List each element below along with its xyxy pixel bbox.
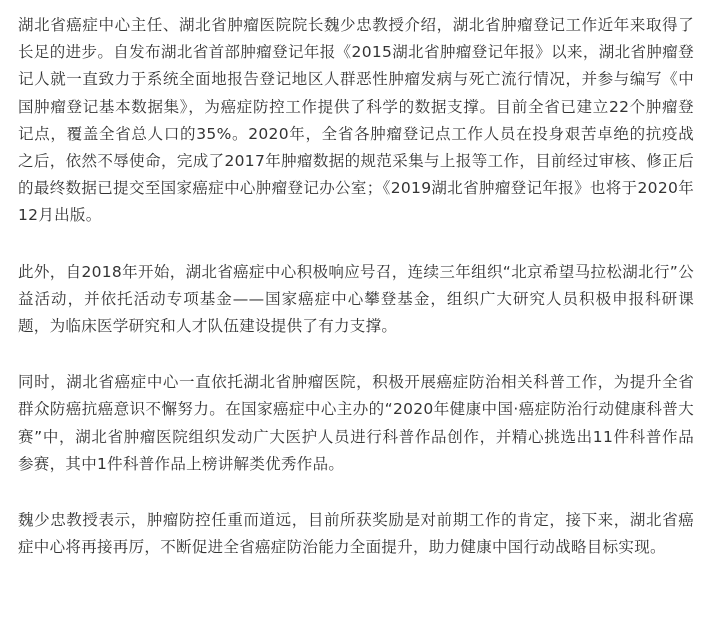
paragraph-science-popularization: 同时，湖北省癌症中心一直依托湖北省肿瘤医院，积极开展癌症防治相关科普工作，为提升全省群众防癌抗癌意识不懈努力。在国家癌症中心主办的“2020年健康中国·癌症防治行动健康科普大赛”中，湖北省肿瘤医院组织发动广大医护人员进行科普作品创作，并精心挑选出11件科普作品参赛，其中1件科普作品上榜讲解类优秀作品。	[18, 373, 694, 473]
paragraph-closing-remarks: 魏少忠教授表示，肿瘤防控任重而道远，目前所获奖励是对前期工作的肯定，接下来，湖北省癌症中心将再接再厉，不断促进全省癌症防治能力全面提升，助力健康中国行动战略目标实现。	[18, 511, 694, 557]
paragraph-marathon-charity: 此外，自2018年开始，湖北省癌症中心积极响应号召，连续三年组织“北京希望马拉松湖北行”公益活动，并依托活动专项基金——国家癌症中心攀登基金，组织广大研究人员积极申报科研课题，为临床医学研究和人才队伍建设提供了有力支撑。	[18, 262, 694, 336]
paragraph-registry-progress: 湖北省癌症中心主任、湖北省肿瘤医院院长魏少忠教授介绍，湖北省肿瘤登记工作近年来取得了长足的进步。自发布湖北省首部肿瘤登记年报《2015湖北省肿瘤登记年报》以来，湖北省肿瘤登记人就一直致力于系统全面地报告登记地区人群恶性肿瘤发病与死亡流行情况，并参与编写《中国肿瘤登记基本数据集》，为癌症防控工作提供了科学的数据支撑。目前全省已建立22个肿瘤登记点，覆盖全省总人口的35%。2020年，全省各肿瘤登记点工作人员在投身艰苦卓绝的抗疫战之后，依然不辱使命，完成了2017年肿瘤数据的规范采集与上报等工作，目前经过审核、修正后的最终数据已提交至国家癌症中心肿瘤登记办公室；《2019湖北省肿瘤登记年报》也将于2020年12月出版。	[18, 16, 694, 225]
article-body	[18, 12, 694, 561]
